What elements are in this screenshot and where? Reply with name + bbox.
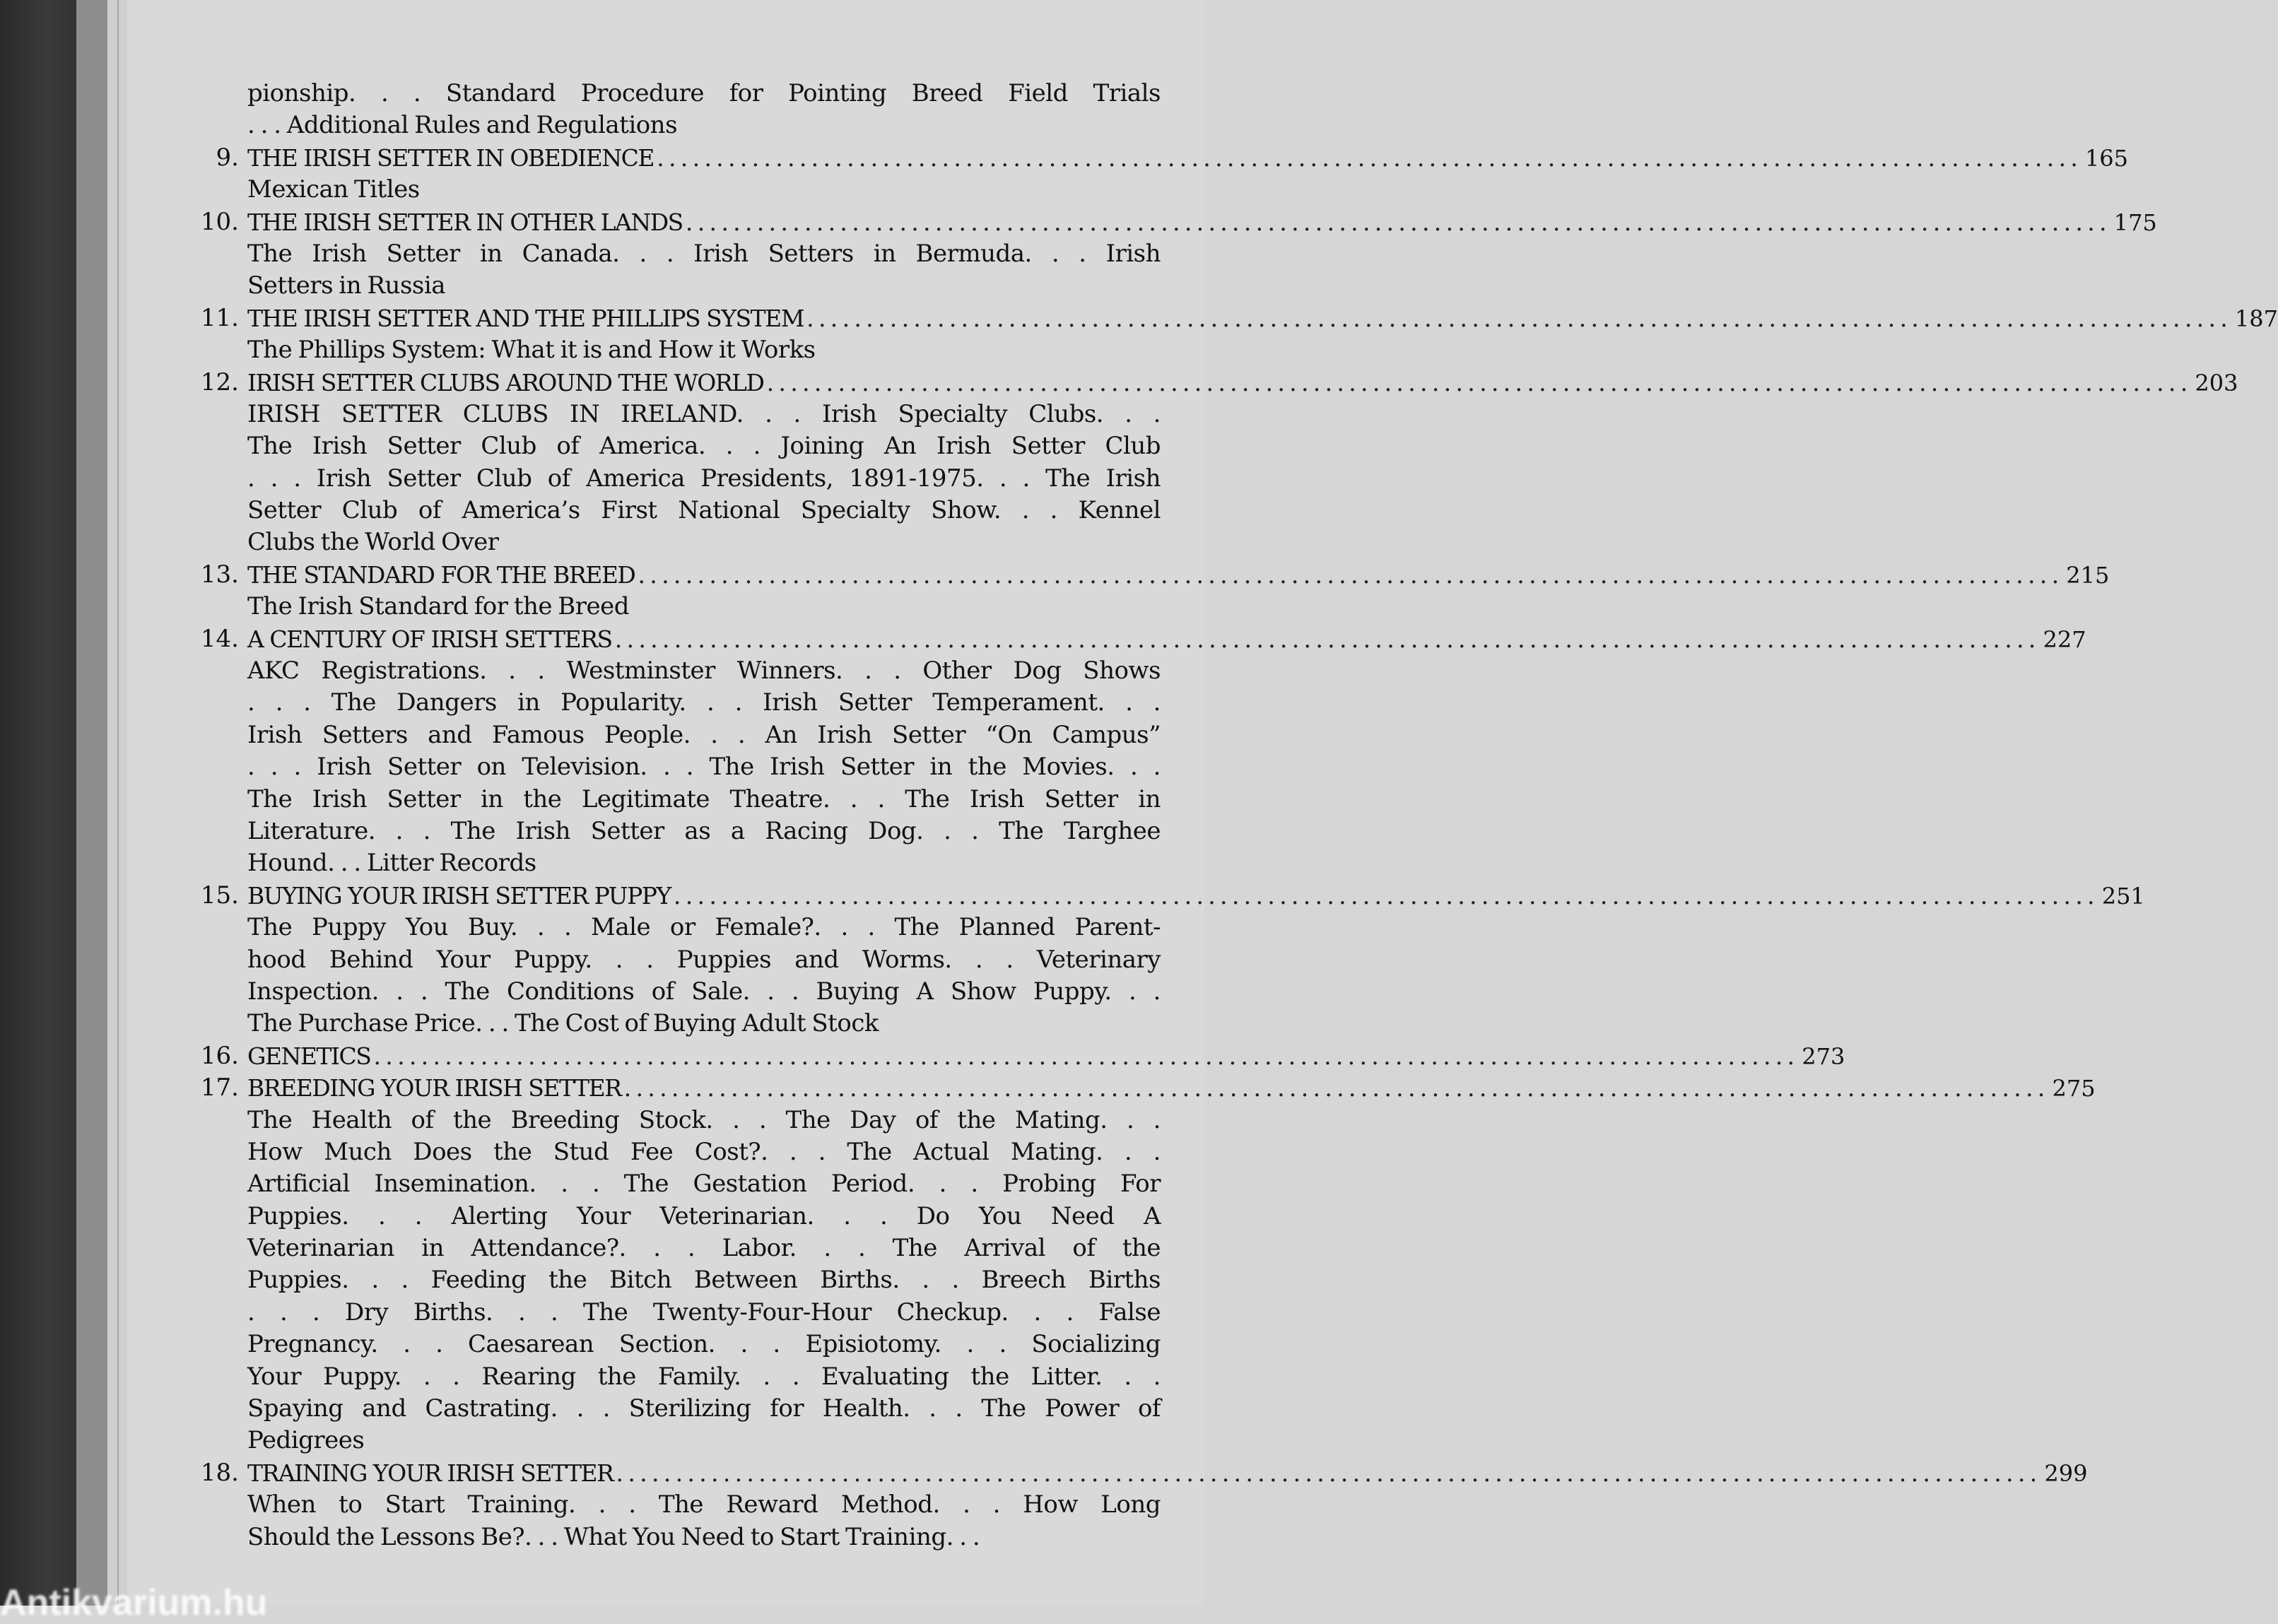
dot-leader: ........................................................................................................................ — [685, 208, 2111, 237]
page-gutter — [76, 0, 107, 1606]
chapter-number: 13. — [200, 560, 239, 589]
chapter-title: A CENTURY OF IRISH SETTERS — [247, 625, 612, 653]
chapter-subtopics-line: The Irish Setter in the Legitimate Theatre. . . The Irish Setter in — [247, 784, 1161, 813]
chapter-title: THE IRISH SETTER AND THE PHILLIPS SYSTEM — [247, 304, 804, 332]
chapter-number: 10. — [200, 207, 239, 236]
chapter-subtopics-line: Inspection. . . The Conditions of Sale. . . Buying A Show Puppy. . . — [247, 977, 1161, 1006]
chapter-subtopics-line: . . . Irish Setter Club of America Presidents, 1891-1975. . . The Irish — [247, 464, 1161, 493]
dot-leader: ........................................................................................................................ — [657, 143, 2082, 172]
toc-entry — [216, 142, 2129, 174]
dot-leader: ........................................................................................................................ — [806, 304, 2232, 333]
chapter-title: GENETICS — [247, 1042, 371, 1070]
chapter-subtopics-line: Setter Club of America’s First National Specialty Show. . . Kennel — [247, 496, 1161, 525]
chapter-subtopics-line: hood Behind Your Puppy. . . Puppies and Worms. . . Veterinary — [247, 945, 1161, 974]
chapter-title: THE STANDARD FOR THE BREED — [247, 560, 635, 589]
chapter-subtopics-line: Should the Lessons Be?. . . What You Need to Start Training. . . — [247, 1522, 980, 1551]
chapter-number: 15. — [200, 881, 239, 910]
chapter-number: 12. — [200, 367, 239, 396]
page-number: 165 — [2084, 144, 2129, 172]
chapter-subtopics-line: How Much Does the Stud Fee Cost?. . . The Actual Mating. . . — [247, 1137, 1161, 1166]
chapter-subtopics-line: The Puppy You Buy. . . Male or Female?. . . The Planned Parent- — [247, 913, 1161, 942]
dot-leader: ........................................................................................................................ — [614, 625, 2041, 654]
chapter-subtopics-line: Your Puppy. . . Rearing the Family. . . Evaluating the Litter. . . — [247, 1362, 1161, 1391]
chapter-subtopics-line: . . . Irish Setter on Television. . . The Irish Setter in the Movies. . . — [247, 753, 1161, 782]
toc-entry — [200, 1072, 2096, 1104]
toc-entry — [200, 559, 2110, 591]
page-number: 215 — [2066, 561, 2110, 589]
chapter-subtopics-line: Irish Setters and Famous People. . . An Irish Setter “On Campus” — [247, 720, 1161, 749]
chapter-subtopics-line: Puppies. . . Feeding the Bitch Between Births. . . Breech Births — [247, 1266, 1161, 1295]
chapter-subtopics-line: Clubs the World Over — [247, 528, 499, 557]
continued-line: pionship. . . Standard Procedure for Pointing Breed Field Trials — [247, 79, 1161, 107]
dot-leader: ........................................................................................................................ — [623, 1074, 2050, 1103]
chapter-number: 17. — [200, 1073, 239, 1102]
page-number: 203 — [2195, 369, 2238, 396]
dot-leader: ........................................................................................................................ — [638, 560, 2064, 589]
dot-leader: ........................................................................................................................ — [616, 1459, 2042, 1488]
chapter-number: 18. — [200, 1458, 239, 1487]
chapter-subtopics-line: Artificial Insemination. . . The Gestation Period. . . Probing For — [247, 1170, 1161, 1199]
watermark: Antikvarium.hu — [0, 1582, 268, 1623]
book-spine — [0, 0, 78, 1606]
chapter-subtopics-line: The Health of the Breeding Stock. . . The Day of the Mating. . . — [247, 1105, 1161, 1134]
toc-entry — [200, 367, 2238, 399]
chapter-number: 16. — [200, 1041, 239, 1070]
chapter-subtopics-line: The Purchase Price. . . The Cost of Buying Adult Stock — [247, 1009, 879, 1038]
toc-entry — [200, 302, 2278, 334]
page-number: 275 — [2052, 1075, 2096, 1102]
chapter-subtopics-line: Puppies. . . Alerting Your Veterinarian. . . Do You Need A — [247, 1201, 1161, 1230]
chapter-subtopics-line: Spaying and Castrating. . . Sterilizing for Health. . . The Power of — [247, 1394, 1161, 1423]
page-number: 299 — [2044, 1459, 2088, 1487]
chapter-title: TRAINING YOUR IRISH SETTER — [247, 1459, 613, 1487]
chapter-subtopics-line: Pregnancy. . . Caesarean Section. . . Episiotomy. . . Socializing — [247, 1330, 1161, 1359]
toc-entry — [200, 206, 2157, 238]
dot-leader: ........................................................................................................................ — [673, 881, 2099, 910]
toc-entry — [200, 880, 2145, 912]
chapter-subtopics-line: . . . The Dangers in Popularity. . . Irish Setter Temperament. . . — [247, 688, 1161, 717]
chapter-title: IRISH SETTER CLUBS AROUND THE WORLD — [247, 368, 764, 396]
toc-entry — [200, 623, 2086, 655]
chapter-subtopics-line: The Irish Standard for the Breed — [247, 592, 630, 621]
chapter-title: THE IRISH SETTER IN OTHER LANDS — [247, 208, 683, 236]
chapter-subtopics-line: Veterinarian in Attendance?. . . Labor. . . The Arrival of the — [247, 1234, 1161, 1263]
chapter-subtopics-line: The Irish Setter in Canada. . . Irish Setters in Bermuda. . . Irish — [247, 239, 1161, 268]
page-number: 273 — [1802, 1042, 1845, 1070]
chapter-subtopics-line: AKC Registrations. . . Westminster Winners. . . Other Dog Shows — [247, 657, 1161, 686]
page-number: 187 — [2234, 305, 2278, 332]
chapter-subtopics-line: Mexican Titles — [247, 175, 420, 204]
chapter-subtopics-line: The Phillips System: What it is and How it Works — [247, 336, 816, 365]
chapter-number: 9. — [216, 143, 239, 172]
dot-leader: ........................................................................................................................ — [766, 368, 2192, 397]
chapter-subtopics-line: Pedigrees — [247, 1426, 365, 1455]
toc-entry — [200, 1040, 1845, 1072]
chapter-subtopics-line: Setters in Russia — [247, 271, 445, 300]
chapter-subtopics-line: IRISH SETTER CLUBS IN IRELAND. . . Irish Specialty Clubs. . . — [247, 399, 1161, 428]
chapter-subtopics-line: Hound. . . Litter Records — [247, 849, 536, 878]
chapter-title: BREEDING YOUR IRISH SETTER — [247, 1074, 621, 1102]
page-number: 251 — [2101, 882, 2145, 910]
page-edge-line — [117, 0, 119, 1606]
chapter-subtopics-line: . . . Dry Births. . . The Twenty-Four-Hour Checkup. . . False — [247, 1298, 1161, 1326]
dot-leader: ........................................................................................................................ — [373, 1042, 1799, 1071]
page-number: 175 — [2113, 208, 2157, 236]
chapter-title: BUYING YOUR IRISH SETTER PUPPY — [247, 881, 671, 910]
continued-line: . . . Additional Rules and Regulations — [247, 111, 678, 140]
page-number: 227 — [2043, 625, 2086, 653]
chapter-number: 14. — [200, 624, 239, 653]
chapter-title: THE IRISH SETTER IN OBEDIENCE — [247, 143, 654, 172]
chapter-subtopics-line: The Irish Setter Club of America. . . Joining An Irish Setter Club — [247, 432, 1161, 461]
chapter-number: 11. — [200, 303, 239, 332]
chapter-subtopics-line: Literature. . . The Irish Setter as a Racing Dog. . . The Targhee — [247, 816, 1161, 845]
chapter-subtopics-line: When to Start Training. . . The Reward Method. . . How Long — [247, 1490, 1161, 1519]
table-of-contents — [200, 78, 2278, 1553]
toc-entry — [200, 1457, 2088, 1489]
